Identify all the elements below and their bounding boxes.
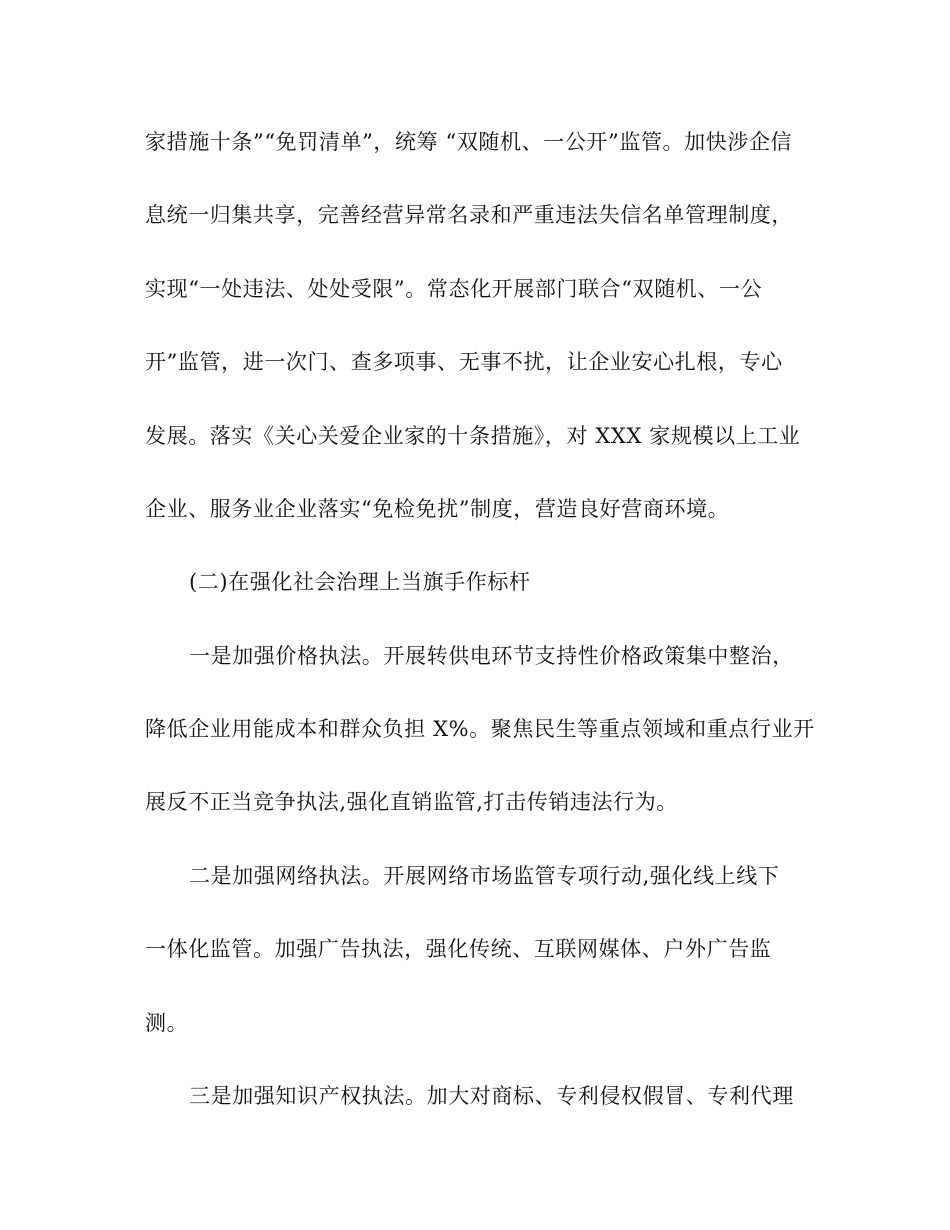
text-line: 家措施十条”“免罚清单”，统筹 “双随机、一公开”监管。加快涉企信 [145,130,793,154]
text-line: 实现“一处违法、处处受限”。常态化开展部门联合“双随机、一公 [145,277,763,301]
section-heading: (二)在强化社会治理上当旗手作标杆 [189,570,531,594]
text-line: 一体化监管。加强广告执法，强化传统、互联网媒体、户外广告监 [145,937,772,961]
paragraph-start: 一是加强价格执法。开展转供电环节支持性价格政策集中整治， [189,644,794,668]
paragraph-start: 二是加强网络执法。开展网络市场监管专项行动,强化线上线下 [189,864,780,888]
text-line: 展反不正当竞争执法,强化直销监管,打击传销违法行为。 [145,790,678,814]
text-line: 开”监管，进一次门、查多项事、无事不扰，让企业安心扎根，专心 [145,350,783,374]
paragraph-start: 三是加强知识产权执法。加大对商标、专利侵权假冒、专利代理 [189,1084,794,1108]
text-line: 降低企业用能成本和群众负担 X%。聚焦民生等重点领域和重点行业开 [145,717,815,741]
text-line: 测。 [145,1011,189,1035]
text-line: 息统一归集共享，完善经营异常名录和严重违法失信名单管理制度， [145,203,793,227]
text-line: 发展。落实《关心关爱企业家的十条措施》，对 XXX 家规模以上工业 [145,424,801,448]
text-line: 企业、服务业企业落实“免检免扰”制度，营造良好营商环境。 [145,497,730,521]
